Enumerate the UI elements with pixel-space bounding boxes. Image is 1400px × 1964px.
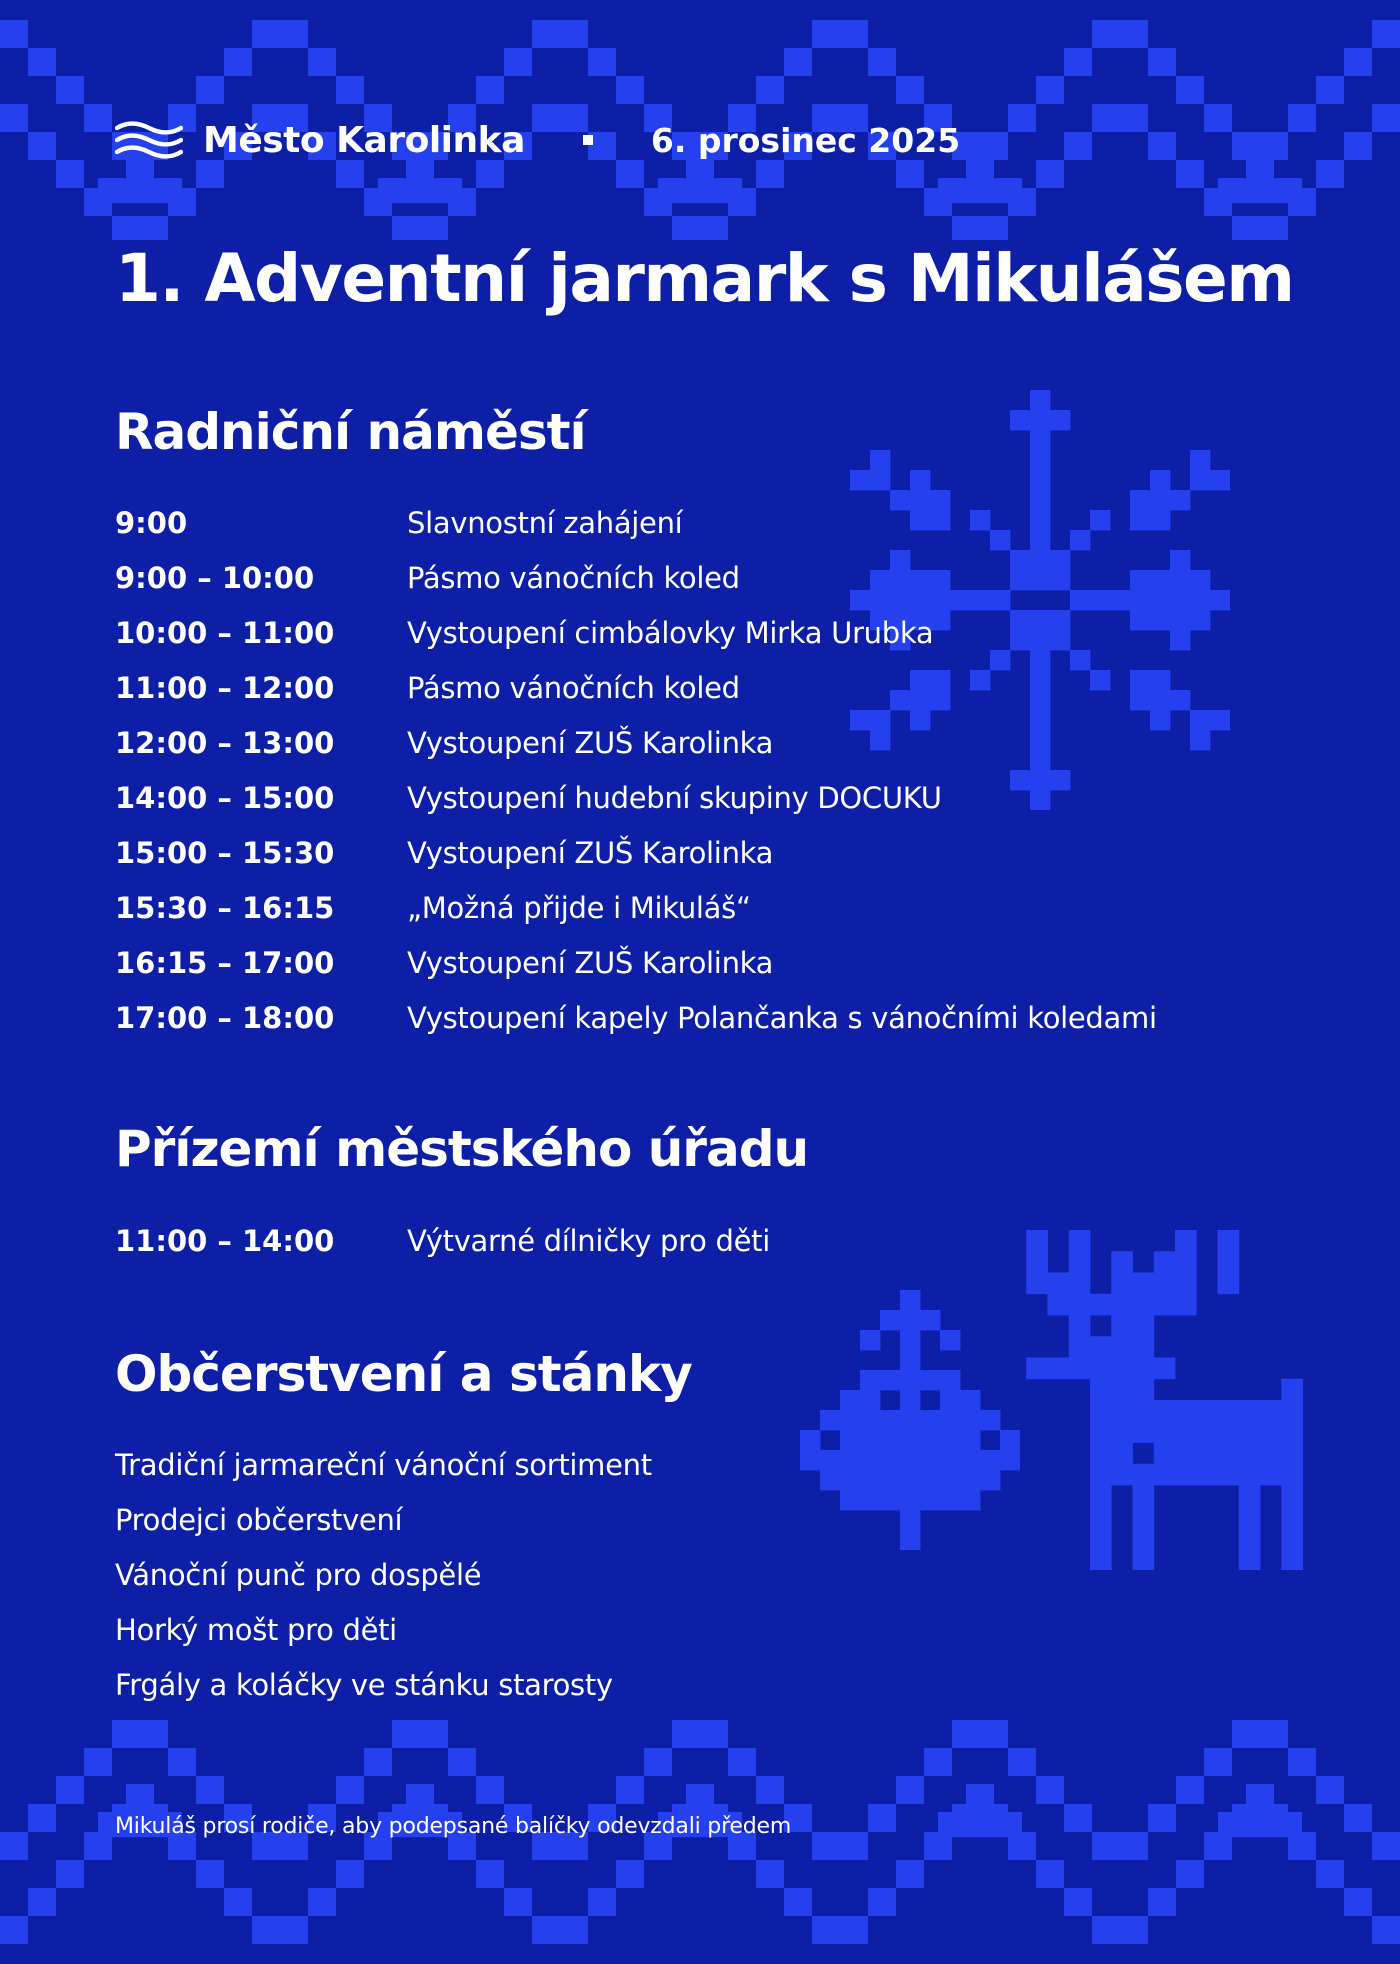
schedule-activity: Slavnostní zahájení	[407, 505, 683, 540]
reindeer-icon	[1020, 1230, 1330, 1570]
schedule-row	[115, 660, 1157, 715]
schedule-row	[115, 605, 1157, 660]
section-title-refreshments: Občerstvení a stánky	[115, 1345, 692, 1403]
schedule-activity: Vystoupení ZUŠ Karolinka	[407, 725, 774, 760]
christmas-tree-icon	[800, 1290, 1020, 1550]
schedule-time: 16:15 – 17:00	[115, 945, 335, 980]
list-item: Prodejci občerstvení	[115, 1502, 403, 1537]
schedule-time: 12:00 – 13:00	[115, 725, 335, 760]
schedule-time: 9:00	[115, 505, 188, 540]
schedule-square	[115, 495, 1157, 1045]
event-date: 6. prosinec 2025	[650, 120, 961, 160]
schedule-time: 11:00 – 14:00	[115, 1223, 335, 1258]
schedule-activity: Vystoupení cimbálovky Mirka Urubka	[407, 615, 934, 650]
schedule-activity: Výtvarné dílničky pro děti	[407, 1223, 770, 1258]
list-item: Tradiční jarmareční vánoční sortiment	[115, 1447, 652, 1482]
schedule-row	[115, 880, 1157, 935]
list-item: Vánoční punč pro dospělé	[115, 1557, 482, 1592]
schedule-time: 15:30 – 16:15	[115, 890, 335, 925]
schedule-activity: Vystoupení ZUŠ Karolinka	[407, 945, 774, 980]
schedule-row	[115, 935, 1157, 990]
page-title: 1. Adventní jarmark s Mikulášem	[115, 240, 1294, 317]
schedule-activity: Pásmo vánočních koled	[407, 560, 740, 595]
list-item: Frgály a koláčky ve stánku starosty	[115, 1667, 613, 1702]
brand-name: Město Karolinka	[203, 119, 525, 161]
schedule-time: 9:00 – 10:00	[115, 560, 315, 595]
schedule-activity: Vystoupení hudební skupiny DOCUKU	[407, 780, 942, 815]
schedule-activity: Vystoupení kapely Polančanka s vánočními koledami	[407, 1000, 1157, 1035]
schedule-time: 11:00 – 12:00	[115, 670, 335, 705]
schedule-time: 17:00 – 18:00	[115, 1000, 335, 1035]
schedule-row	[115, 1213, 770, 1268]
waves-icon	[115, 120, 183, 160]
schedule-row	[115, 770, 1157, 825]
list-item: Horký mošt pro děti	[115, 1612, 397, 1647]
schedule-activity: „Možná přijde i Mikuláš“	[407, 890, 751, 925]
refreshments-list	[115, 1437, 652, 1712]
schedule-row	[115, 990, 1157, 1045]
schedule-row	[115, 715, 1157, 770]
separator-dot	[583, 135, 593, 145]
schedule-time: 15:00 – 15:30	[115, 835, 335, 870]
schedule-row	[115, 495, 1157, 550]
schedule-time: 10:00 – 11:00	[115, 615, 335, 650]
bottom-knit-pattern	[0, 1715, 1400, 1964]
schedule-activity: Pásmo vánočních koled	[407, 670, 740, 705]
schedule-activity: Vystoupení ZUŠ Karolinka	[407, 835, 774, 870]
schedule-row	[115, 550, 1157, 605]
schedule-time: 14:00 – 15:00	[115, 780, 335, 815]
schedule-townhall	[115, 1213, 770, 1268]
section-title-townhall: Přízemí městského úřadu	[115, 1120, 809, 1178]
schedule-row	[115, 825, 1157, 880]
section-title-square: Radniční náměstí	[115, 403, 586, 461]
footnote: Mikuláš prosí rodiče, aby podepsané balíčky odevzdali předem	[115, 1814, 792, 1839]
header	[115, 110, 960, 170]
